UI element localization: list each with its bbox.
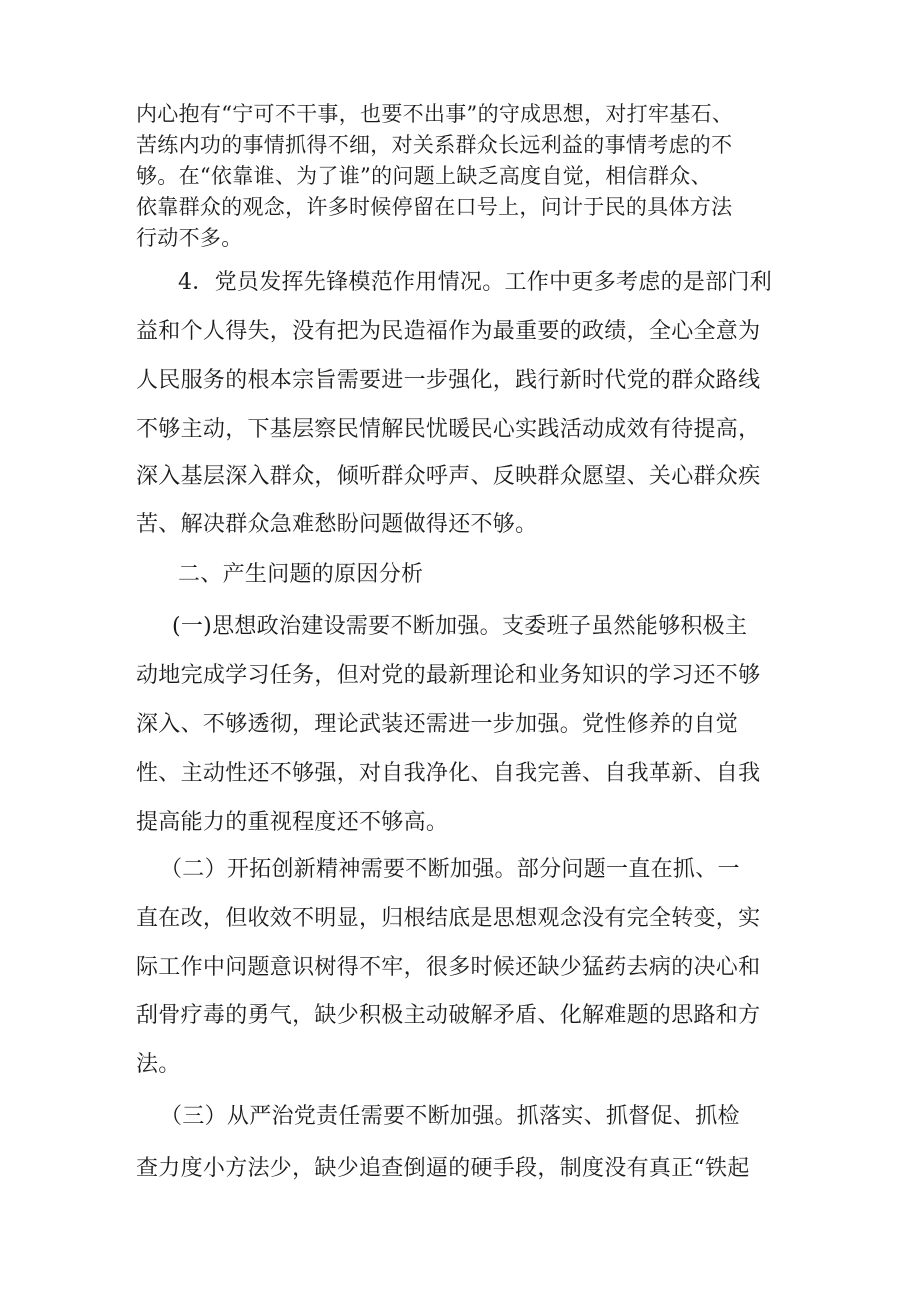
text-line: 苦、解决群众急难愁盼问题做得还不够。	[136, 512, 538, 537]
text-line: 查力度小方法少，缺少追查倒逼的硬手段，制度没有真正“铁起	[136, 1156, 750, 1181]
text-line: 内心抱有“宁可不干事，也要不出事”的守成思想，对打牢基石、	[136, 102, 734, 126]
text-line: 益和个人得失，没有把为民造福作为最重要的政绩，全心全意为	[136, 319, 761, 344]
text-line: 际工作中问题意识树得不牢，很多时候还缺少猛药去病的决心和	[136, 955, 761, 980]
text-line: 不够主动，下基层察民情解民忧暖民心实践活动成效有待提高，	[136, 417, 761, 442]
section-heading: 二、产生问题的原因分析	[178, 562, 424, 587]
text-line: 人民服务的根本宗旨需要进一步强化，践行新时代党的群众路线	[136, 368, 761, 393]
text-line: 深入、不够透彻，理论武装还需进一步加强。党性修养的自觉	[136, 712, 739, 737]
paragraph-cause-1-first-line: (一)思想政治建设需要不断加强。支委班子虽然能够积极主	[172, 614, 748, 639]
text-line: 法。	[136, 1052, 181, 1077]
text-line: 动地完成学习任务，但对党的最新理论和业务知识的学习还不够	[136, 663, 761, 688]
text-line: 行动不多。	[136, 226, 243, 250]
paragraph-item-4-first-line: 4．党员发挥先锋模范作用情况。工作中更多考虑的是部门利	[178, 270, 773, 295]
text-line: 苦练内功的事情抓得不细，对关系群众长远利益的事情考虑的不	[136, 133, 733, 157]
text-line: 深入基层深入群众，倾听群众呼声、反映群众愿望、关心群众疾	[136, 464, 761, 489]
text-line: 性、主动性还不够强，对自我净化、自我完善、自我革新、自我	[136, 761, 761, 786]
text-line: 够。在“依靠谁、为了谁”的问题上缺乏高度自觉，相信群众、	[136, 164, 712, 188]
text-line: 提高能力的重视程度还不够高。	[136, 810, 449, 835]
paragraph-cause-3-first-line: （三）从严治党责任需要不断加强。抓落实、抓督促、抓检	[160, 1104, 740, 1129]
text-line: 刮骨疗毒的勇气，缺少积极主动破解矛盾、化解难题的思路和方	[136, 1003, 761, 1028]
text-line: 直在改，但收效不明显，归根结底是思想观念没有完全转变，实	[136, 906, 761, 931]
paragraph-cause-2-first-line: （二）开拓创新精神需要不断加强。部分问题一直在抓、一	[160, 857, 740, 882]
text-line: 依靠群众的观念，许多时候停留在口号上，问计于民的具体方法	[136, 195, 733, 219]
